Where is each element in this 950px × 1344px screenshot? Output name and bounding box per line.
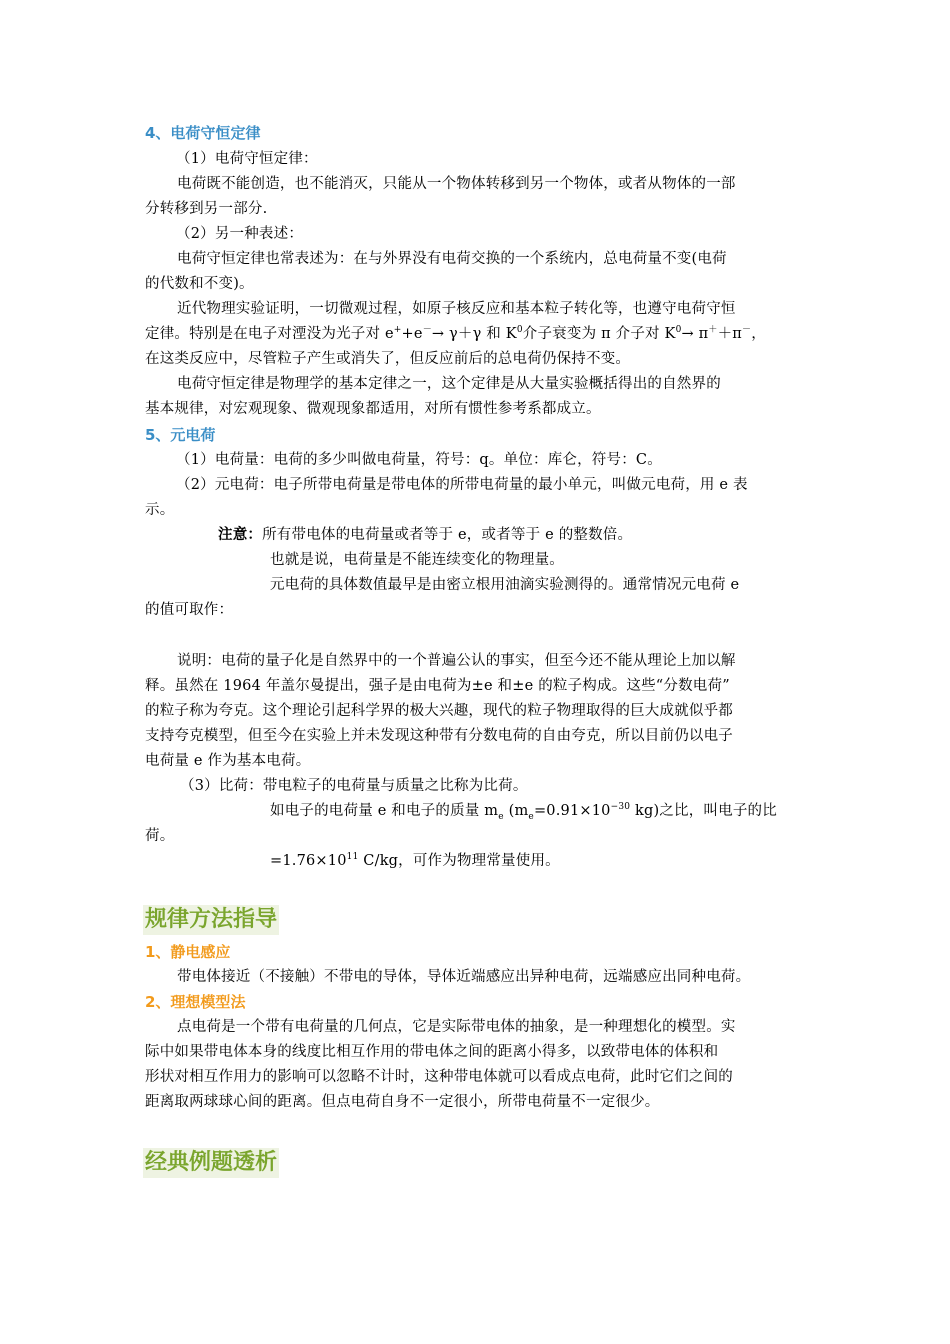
text: C/kg，可作为物理常量使用。	[358, 853, 560, 869]
paragraph-line-formula	[270, 801, 777, 821]
paragraph-line: 分转移到另一部分.	[145, 201, 268, 217]
paragraph-line-formula	[270, 851, 560, 871]
text: =0.91×10	[533, 803, 611, 819]
paragraph-line: 距离取两球球心间的距离。但点电荷自身不一定很小，所带电荷量不一定很少。	[145, 1094, 660, 1110]
text: → γ＋γ 和 K	[431, 326, 517, 342]
paragraph-line: 带电体接近（不接触）不带电的导体，导体近端感应出异种电荷，远端感应出同种电荷。	[177, 969, 751, 985]
paragraph-line: 形状对相互作用力的影响可以忽略不计时，这种带电体就可以看成点电荷，此时它们之间的	[145, 1069, 733, 1085]
section-title-examples: 经典例题透析	[143, 1148, 279, 1178]
text: → π	[681, 326, 709, 342]
superscript: 11	[346, 852, 359, 863]
subheading: （2）另一种表述：	[176, 226, 304, 242]
superscript: ＋	[708, 325, 718, 336]
text: ，	[751, 326, 766, 342]
note-line	[218, 525, 632, 545]
paragraph-line: 近代物理实验证明，一切微观过程，如原子核反应和基本粒子转化等，也遵守电荷守恒	[177, 301, 736, 317]
text: =1.76×10	[270, 853, 347, 869]
paragraph-line: 电荷量 e 作为基本电荷。	[145, 753, 311, 769]
text: ＋π	[717, 326, 743, 342]
paragraph-line: 电荷守恒定律也常表述为：在与外界没有电荷交换的一个系统内，总电荷量不变(电荷	[177, 251, 727, 267]
paragraph-line: 的代数和不变)。	[145, 276, 254, 292]
paragraph-line: 支持夸克模型，但至今在实验上并未发现这种带有分数电荷的自由夸克，所以目前仍以电子	[145, 728, 733, 744]
paragraph-line: 在这类反应中，尽管粒子产生或消失了，但反应前后的总电荷仍保持不变。	[145, 351, 631, 367]
subheading: （3）比荷：带电粒子的电荷量与质量之比称为比荷。	[180, 778, 528, 794]
subheading: （1）电荷量：电荷的多少叫做电荷量，符号：q。单位：库仑，符号：C。	[176, 452, 662, 468]
paragraph-line: 释。虽然在 1964 年盖尔曼提出，强子是由电荷为±e 和±e 的粒子构成。这些“分数电荷”	[145, 678, 730, 694]
note-line: 也就是说，电荷量是不能连续变化的物理量。	[270, 552, 564, 568]
subscript: e	[498, 811, 504, 822]
paragraph-line: 荷。	[145, 828, 175, 844]
paragraph-line: 际中如果带电体本身的线度比相互作用的带电体之间的距离小得多，以致带电体的体积和	[145, 1044, 719, 1060]
paragraph-line: 点电荷是一个带有电荷量的几何点，它是实际带电体的抽象，是一种理想化的模型。实	[177, 1019, 736, 1035]
paragraph-line-equation	[145, 324, 766, 344]
section-title-methods: 规律方法指导	[143, 905, 279, 935]
subheading: （1）电荷守恒定律：	[176, 151, 318, 167]
note-label: 注意：	[218, 526, 263, 543]
paragraph-line: 示。	[145, 502, 175, 518]
superscript: +	[393, 325, 402, 336]
superscript: −30	[610, 802, 631, 813]
note-line: 的值可取作：	[145, 602, 234, 618]
paragraph-line: 的粒子称为夸克。这个理论引起科学界的极大兴趣，现代的粒子物理取得的巨大成就似乎都	[145, 703, 733, 719]
paragraph-line: 基本规律，对宏观现象、微观现象都适用，对所有惯性参考系都成立。	[145, 401, 601, 417]
text: kg)之比，叫电子的比	[630, 803, 777, 819]
subsection-heading-ideal-model: 2、理想模型法	[145, 993, 246, 1011]
paragraph-line: （2）元电荷：电子所带电荷量是带电体的所带电荷量的最小单元，叫做元电荷，用 e 表	[176, 477, 748, 493]
superscript: －	[422, 325, 432, 336]
text: +e	[401, 326, 423, 342]
section-heading-elementary-charge: 5、元电荷	[145, 426, 216, 444]
note-text: 所有带电体的电荷量或者等于 e，或者等于 e 的整数倍。	[262, 527, 633, 543]
note-line: 元电荷的具体数值最早是由密立根用油滴实验测得的。通常情况元电荷 e	[270, 577, 740, 593]
paragraph-line: 电荷既不能创造，也不能消灭，只能从一个物体转移到另一个物体，或者从物体的一部	[177, 176, 736, 192]
text: 如电子的电荷量 e 和电子的质量 m	[270, 803, 499, 819]
text: (m	[503, 803, 529, 819]
text: 定律。特别是在电子对湮没为光子对 e	[145, 326, 394, 342]
superscript: 0	[516, 325, 523, 336]
section-heading-charge-conservation: 4、电荷守恒定律	[145, 124, 261, 142]
superscript: 0	[675, 325, 682, 336]
superscript: －	[742, 325, 752, 336]
paragraph-line: 说明：电荷的量子化是自然界中的一个普遍公认的事实，但至今还不能从理论上加以解	[177, 653, 736, 669]
text: 介子衰变为 π 介子对 K	[522, 326, 676, 342]
subsection-heading-electrostatic-induction: 1、静电感应	[145, 943, 231, 961]
subscript: e	[528, 811, 534, 822]
paragraph-line: 电荷守恒定律是物理学的基本定律之一，这个定律是从大量实验概括得出的自然界的	[177, 376, 721, 392]
